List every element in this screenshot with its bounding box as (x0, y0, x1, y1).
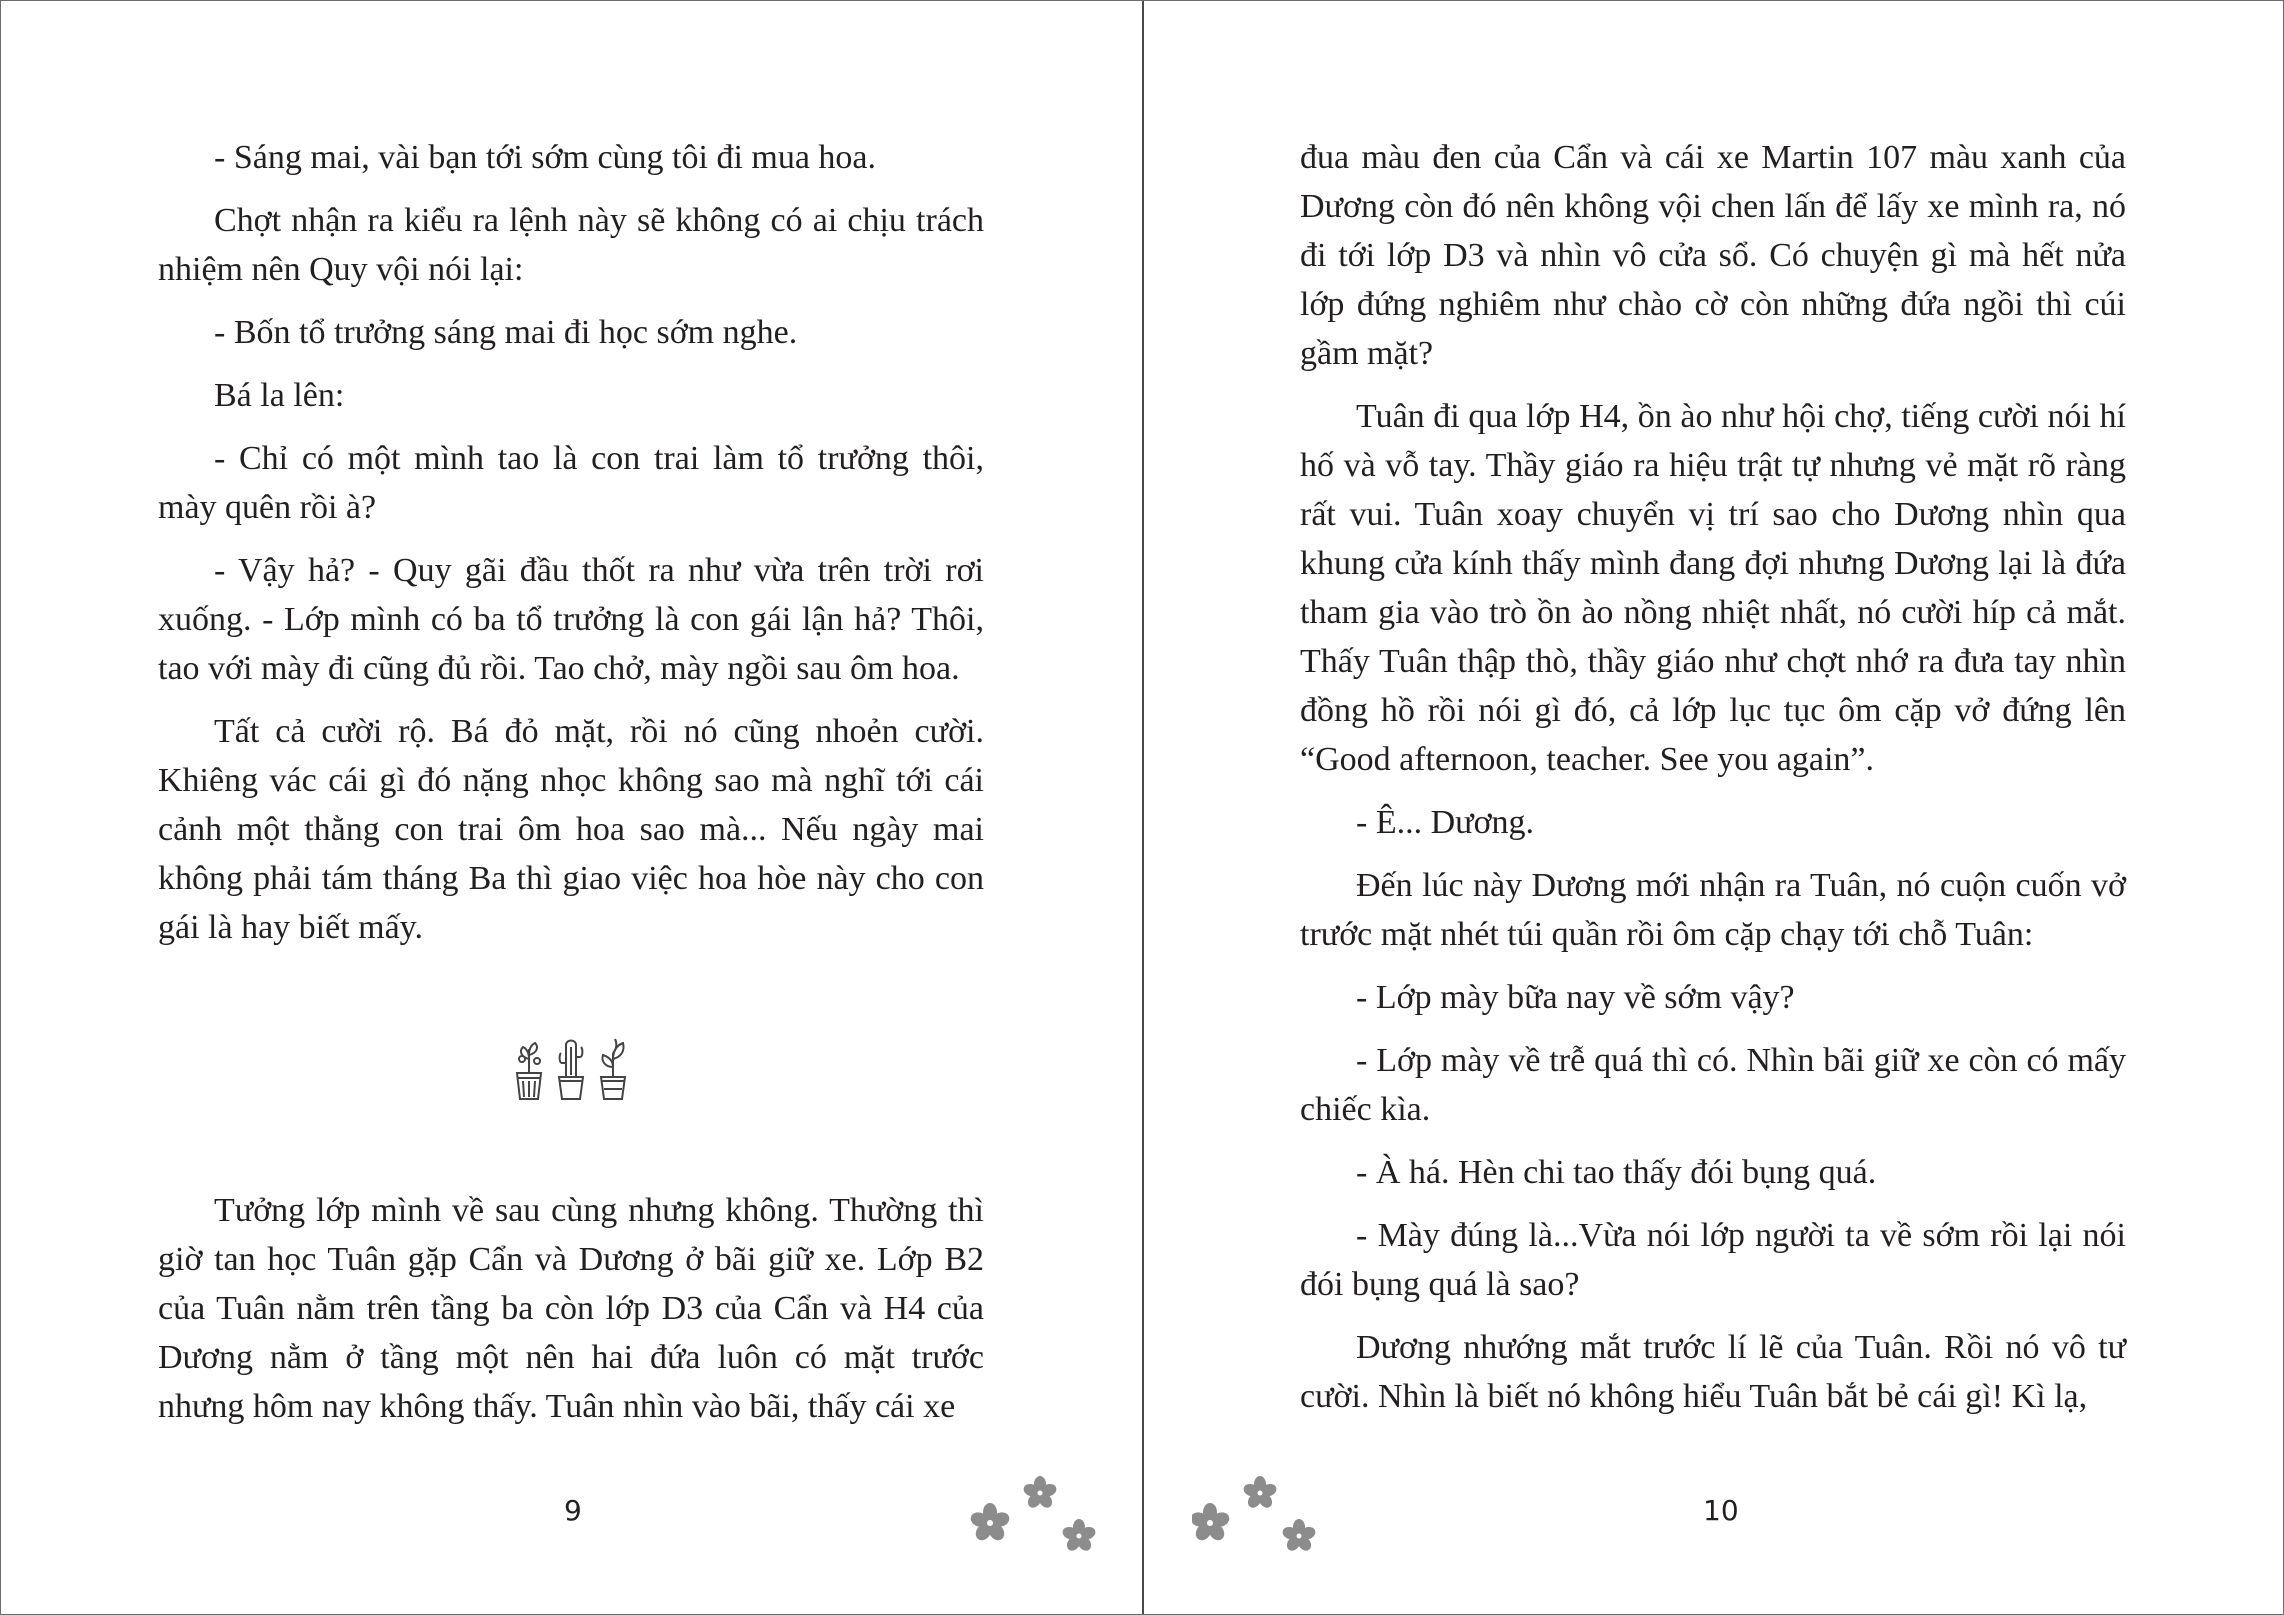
paragraph: - Lớp mày bữa nay về sớm vậy? (1356, 979, 1795, 1016)
paragraph: - Lớp mày về trễ quá thì có. Nhìn bãi giữ xe còn có mấy chiếc kìa. (1300, 1042, 2126, 1128)
paragraph: Chợt nhận ra kiểu ra lệnh này sẽ không có ai chịu trách nhiệm nên Quy vội nói lại: (158, 202, 984, 288)
right-page (1144, 1, 2284, 1614)
left-page-text-top (158, 133, 984, 966)
flowers-icon (1192, 1466, 1332, 1576)
left-page-text-bottom (158, 1186, 984, 1445)
paragraph: đua màu đen của Cẩn và cái xe Martin 107 màu xanh của Dương còn đó nên không vội chen lấn để lấy xe mình ra, nó đi tới lớp D3 và nhìn vô cửa sổ. Có chuyện gì mà hết nửa lớp đứng nghiêm như chào cờ còn những đứa ngồi thì cúi gầm mặt? (1300, 139, 2126, 372)
potted-plants-icon (511, 1037, 635, 1101)
page-number: 9 (564, 1494, 582, 1527)
paragraph: - À há. Hèn chi tao thấy đói bụng quá. (1356, 1154, 1877, 1191)
page-number: 10 (1703, 1494, 1739, 1527)
paragraph: Dương nhướng mắt trước lí lẽ của Tuân. Rồi nó vô tư cười. Nhìn là biết nó không hiểu Tuân bắt bẻ cái gì! Kì lạ, (1300, 1329, 2126, 1415)
paragraph: - Vậy hả? - Quy gãi đầu thốt ra như vừa trên trời rơi xuống. - Lớp mình có ba tổ trưởng là con gái lận hả? Thôi, tao với mày đi cũng đủ rồi. Tao chở, mày ngồi sau ôm hoa. (158, 552, 984, 687)
paragraph: - Mày đúng là...Vừa nói lớp người ta về sớm rồi lại nói đói bụng quá là sao? (1300, 1217, 2126, 1303)
paragraph: - Sáng mai, vài bạn tới sớm cùng tôi đi mua hoa. (214, 139, 877, 176)
paragraph: - Chỉ có một mình tao là con trai làm tổ trưởng thôi, mày quên rồi à? (158, 440, 984, 526)
paragraph: Đến lúc này Dương mới nhận ra Tuân, nó cuộn cuốn vở trước mặt nhét túi quần rồi ôm cặp chạy tới chỗ Tuân: (1300, 867, 2126, 953)
paragraph: Tuân đi qua lớp H4, ồn ào như hội chợ, tiếng cười nói hí hố và vỗ tay. Thầy giáo ra hiệu trật tự nhưng vẻ mặt rõ ràng rất vui. Tuân xoay chuyển vị trí sao cho Dương nhìn qua khung cửa kính thấy mình đang đợi nhưng Dương lại là đứa tham gia vào trò ồn ào nồng nhiệt nhất, nó cười híp cả mắt. Thấy Tuân thập thò, thầy giáo như chợt nhớ ra đưa tay nhìn đồng hồ rồi nói gì đó, cả lớp lục tục ôm cặp vở đứng lên “Good afternoon, teacher. See you again”. (1300, 398, 2126, 778)
paragraph: - Ê... Dương. (1356, 804, 1535, 841)
paragraph: Bá la lên: (214, 377, 345, 414)
paragraph: Tưởng lớp mình về sau cùng nhưng không. Thường thì giờ tan học Tuân gặp Cẩn và Dương ở bãi giữ xe. Lớp B2 của Tuân nằm trên tầng ba còn lớp D3 của Cẩn và H4 của Dương nằm ở tầng một nên hai đứa luôn có mặt trước nhưng hôm nay không thấy. Tuân nhìn vào bãi, thấy cái xe (158, 1192, 984, 1425)
paragraph: - Bốn tổ trưởng sáng mai đi học sớm nghe. (214, 314, 798, 351)
left-page (1, 1, 1142, 1614)
paragraph: Tất cả cười rộ. Bá đỏ mặt, rồi nó cũng nhoẻn cười. Khiêng vác cái gì đó nặng nhọc không sao mà nghĩ tới cái cảnh một thằng con trai ôm hoa sao mà... Nếu ngày mai không phải tám tháng Ba thì giao việc hoa hòe này cho con gái là hay biết mấy. (158, 713, 984, 946)
flowers-icon (963, 1466, 1103, 1576)
right-page-text (1300, 133, 2126, 1435)
